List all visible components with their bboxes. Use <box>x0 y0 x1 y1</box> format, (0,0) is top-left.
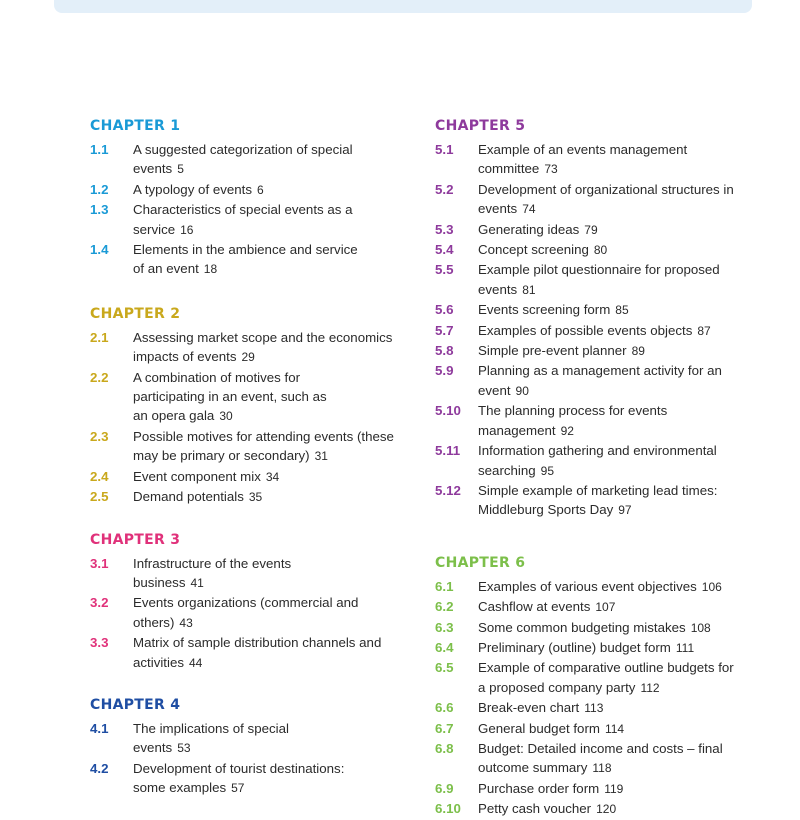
entry-title-line <box>133 387 410 406</box>
entry-title-line <box>478 638 755 658</box>
entry-title-line <box>133 738 410 758</box>
entry-title-text: of an event <box>133 261 199 277</box>
page-number: 16 <box>180 222 194 237</box>
entry-title-line <box>478 500 755 520</box>
entry-title-text: Budget: Detailed income and costs – final <box>478 740 723 756</box>
entry-title-line <box>133 259 410 279</box>
chapter-heading: CHAPTER 3 <box>90 531 181 548</box>
entry-title-text: Preliminary (outline) budget form <box>478 639 671 655</box>
entry-title-text: Development of organizational structures in <box>478 181 734 197</box>
entry-title-line <box>478 461 755 481</box>
entry-title-line <box>133 347 410 367</box>
entry-title <box>478 401 755 441</box>
entry-number: 6.10 <box>435 801 461 817</box>
entry-title-text: Events organizations (commercial and <box>133 595 359 611</box>
entry-title-text: Information gathering and environmental <box>478 443 717 459</box>
toc-entry[interactable] <box>435 698 755 718</box>
entry-title <box>478 658 755 698</box>
chapter-section <box>435 117 755 521</box>
toc-entry[interactable] <box>435 618 755 638</box>
entry-title-line <box>478 719 755 739</box>
toc-entry[interactable] <box>435 180 755 220</box>
entry-number: 6.1 <box>435 578 454 594</box>
page-number: 108 <box>690 620 711 635</box>
toc-entry[interactable] <box>435 260 755 300</box>
entry-title-line <box>478 361 755 380</box>
toc-entry[interactable] <box>90 633 410 673</box>
entry-title-text: Possible motives for attending events (these <box>133 428 394 444</box>
entry-title-line <box>133 140 410 159</box>
entry-title-line <box>133 446 410 466</box>
entry-title-text: Generating ideas <box>478 221 580 237</box>
entry-title <box>133 593 410 633</box>
entry-title-text: participating in an event, such as <box>133 389 327 405</box>
page-number: 5 <box>177 162 184 177</box>
entry-title <box>478 799 755 819</box>
entry-number: 5.3 <box>435 221 454 237</box>
toc-entry[interactable] <box>90 467 410 487</box>
entry-title-line <box>133 719 410 738</box>
page-number: 112 <box>640 680 660 695</box>
entry-title-text: committee <box>478 161 540 177</box>
toc-entry[interactable] <box>435 658 755 698</box>
page-number: 89 <box>631 344 645 359</box>
entry-title-text: Example of an events management <box>478 142 688 157</box>
page-number: 30 <box>219 409 233 424</box>
toc-entry[interactable] <box>435 361 755 401</box>
page-number: 41 <box>190 575 204 590</box>
page-number: 92 <box>560 423 574 438</box>
page-number: 119 <box>604 781 624 796</box>
chapter-section <box>90 531 410 673</box>
entry-title-text: Petty cash voucher <box>478 801 592 817</box>
entry-title-text: management <box>478 422 556 438</box>
toc-entry[interactable] <box>90 180 410 200</box>
entry-title-text: Concept screening <box>478 242 589 258</box>
entry-title-line <box>478 698 755 718</box>
page-number: 111 <box>675 640 695 655</box>
toc-entry[interactable] <box>435 321 755 341</box>
entry-title <box>133 487 410 507</box>
chapter-section <box>435 554 755 820</box>
page-number: 120 <box>596 802 617 817</box>
entry-title-line <box>478 159 755 179</box>
page-number: 31 <box>314 449 328 464</box>
entry-title-text: General budget form <box>478 720 600 736</box>
entry-number: 6.8 <box>435 740 454 756</box>
entry-title-text: Example pilot questionnaire for proposed <box>478 262 720 278</box>
page-number: 90 <box>515 383 529 398</box>
entry-number: 4.1 <box>90 720 109 736</box>
entry-number: 5.4 <box>435 242 454 258</box>
right-column <box>435 117 755 820</box>
entry-title <box>133 467 410 487</box>
entry-title-line <box>133 180 410 200</box>
entry-number: 5.5 <box>435 262 454 278</box>
entry-title-text: service <box>133 221 176 237</box>
toc-entry[interactable] <box>90 200 410 240</box>
entry-title-text: events <box>133 740 173 756</box>
entry-title-line <box>133 778 410 798</box>
toc-entry[interactable] <box>435 341 755 361</box>
entry-title <box>133 719 410 759</box>
toc-entry[interactable] <box>435 481 755 521</box>
entry-title <box>478 441 755 481</box>
chapter-section <box>90 117 410 280</box>
entry-number: 5.8 <box>435 343 454 359</box>
page-number: 53 <box>177 741 191 756</box>
entry-number: 6.4 <box>435 639 454 655</box>
entry-title <box>133 427 410 467</box>
entry-number: 5.2 <box>435 181 454 197</box>
entry-number: 1.4 <box>90 242 109 258</box>
entry-title-text: outcome summary <box>478 760 588 776</box>
entry-number: 1.1 <box>90 142 109 157</box>
chapter-heading: CHAPTER 6 <box>435 554 526 571</box>
toc-entry[interactable] <box>90 427 410 467</box>
toc-entry[interactable] <box>435 300 755 320</box>
chapter-section <box>90 305 410 508</box>
toc-entry[interactable] <box>435 597 755 617</box>
entry-title-text: The planning process for events <box>478 403 668 419</box>
entry-title <box>478 260 755 300</box>
entry-number: 3.3 <box>90 635 109 651</box>
entry-title <box>478 240 755 260</box>
toc-entry[interactable] <box>90 487 410 507</box>
entry-number: 5.7 <box>435 322 454 338</box>
toc-entry[interactable] <box>90 593 410 633</box>
entry-title-line <box>478 658 755 677</box>
entry-number: 5.10 <box>435 403 461 419</box>
chapter-heading: CHAPTER 2 <box>90 305 181 322</box>
entry-title-line <box>133 759 410 778</box>
entry-title-text: Examples of various event objectives <box>478 578 697 594</box>
entry-title-line <box>478 381 755 401</box>
page-number: 6 <box>257 182 264 197</box>
entry-title <box>133 240 410 280</box>
toc-entry[interactable] <box>435 719 755 739</box>
entry-title <box>478 739 755 779</box>
entry-title-text: others) <box>133 614 175 630</box>
toc-entry[interactable] <box>435 799 755 819</box>
page-number: 57 <box>231 781 245 796</box>
entry-title-line <box>133 573 410 593</box>
entry-number: 6.7 <box>435 720 454 736</box>
chapter-heading: CHAPTER 4 <box>90 696 181 713</box>
entry-title-line <box>478 618 755 638</box>
entry-title-text: Elements in the ambience and service <box>133 242 358 258</box>
entry-title-text: events <box>478 201 518 217</box>
entry-title-text: Break-even chart <box>478 700 580 716</box>
entry-title-line <box>133 200 410 219</box>
entry-title-line <box>133 554 410 573</box>
entry-number: 3.1 <box>90 555 109 571</box>
entry-number: 6.3 <box>435 619 454 635</box>
page-number: 85 <box>615 303 629 318</box>
entry-title <box>478 577 755 597</box>
entry-title-line <box>478 597 755 617</box>
entry-title-line <box>133 328 410 347</box>
entry-title-text: impacts of events <box>133 349 237 365</box>
page-number: 114 <box>604 721 625 736</box>
entry-title-text: Middleburg Sports Day <box>478 502 614 518</box>
entry-title-text: searching <box>478 462 536 478</box>
entry-title-text: some examples <box>133 780 227 796</box>
entry-title-line <box>133 406 410 426</box>
entry-title-text: Matrix of sample distribution channels and <box>133 635 382 651</box>
entry-title-text: Assessing market scope and the economics <box>133 329 393 345</box>
toc-entry[interactable] <box>435 638 755 658</box>
entry-title-line <box>478 577 755 597</box>
toc-entry[interactable] <box>90 759 410 799</box>
entry-title <box>478 481 755 521</box>
toc-entry[interactable] <box>90 328 410 368</box>
entry-title <box>478 140 755 180</box>
entry-title-line <box>133 240 410 259</box>
entry-title <box>133 759 410 799</box>
entry-title-line <box>133 593 410 612</box>
entry-title-text: Event component mix <box>133 468 261 484</box>
entry-number: 1.3 <box>90 202 109 218</box>
entry-title-text: Simple pre-event planner <box>478 343 627 359</box>
entry-title-text: Examples of possible events objects <box>478 322 693 338</box>
entry-number: 2.2 <box>90 369 109 385</box>
entry-title-text: A suggested categorization of special <box>133 142 353 157</box>
entry-title-line <box>478 240 755 260</box>
entry-title-line <box>133 368 410 387</box>
entry-title-line <box>478 401 755 420</box>
entry-title <box>478 779 755 799</box>
page-number: 113 <box>584 701 604 716</box>
entry-title-line <box>133 633 410 652</box>
entry-title-text: events <box>133 161 173 177</box>
entry-title-text: Example of comparative outline budgets for <box>478 660 734 676</box>
entry-title-text: Development of tourist destinations: <box>133 760 345 776</box>
entry-number: 3.2 <box>90 595 109 611</box>
entry-title <box>133 554 410 594</box>
toc-entry[interactable] <box>90 240 410 280</box>
entry-title-line <box>133 220 410 240</box>
entry-title <box>478 361 755 401</box>
toc-entry[interactable] <box>435 220 755 240</box>
entry-title <box>133 368 410 427</box>
entry-title-line <box>478 341 755 361</box>
entry-number: 1.2 <box>90 181 109 197</box>
entry-title-line <box>478 280 755 300</box>
entry-title-text: a proposed company party <box>478 679 636 695</box>
toc-entry[interactable] <box>90 554 410 594</box>
left-column <box>90 117 410 799</box>
entry-title <box>478 341 755 361</box>
entry-number: 4.2 <box>90 760 109 776</box>
entry-title <box>478 300 755 320</box>
entry-title-line <box>133 159 410 179</box>
entry-title <box>133 200 410 240</box>
entry-number: 2.5 <box>90 489 109 505</box>
toc-entry[interactable] <box>435 779 755 799</box>
entry-title <box>478 719 755 739</box>
entry-title-text: Events screening form <box>478 302 611 318</box>
entry-title-text: event <box>478 382 511 398</box>
chapter-heading: CHAPTER 5 <box>435 118 526 134</box>
entry-title <box>478 597 755 617</box>
entry-number: 2.3 <box>90 428 109 444</box>
entry-title-line <box>478 799 755 819</box>
page-number: 74 <box>522 202 536 217</box>
toc-entry[interactable] <box>435 739 755 779</box>
entry-number: 5.11 <box>435 443 461 459</box>
entry-title-text: The implications of special <box>133 720 289 736</box>
page-number: 81 <box>522 282 536 297</box>
entry-title-text: an opera gala <box>133 408 215 424</box>
chapter-heading: CHAPTER 1 <box>90 118 181 134</box>
entry-number: 6.6 <box>435 700 454 716</box>
entry-title-text: Infrastructure of the events <box>133 555 292 571</box>
toc-entry[interactable] <box>435 240 755 260</box>
entry-title-line <box>133 487 410 507</box>
page-number: 80 <box>593 243 608 258</box>
entry-number: 6.2 <box>435 599 454 615</box>
entry-number: 5.12 <box>435 482 461 498</box>
entry-title-text: business <box>133 574 186 590</box>
toc-entry[interactable] <box>90 140 410 180</box>
toc-entry[interactable] <box>435 577 755 597</box>
entry-title-line <box>478 199 755 219</box>
entry-title <box>133 328 410 368</box>
entry-title <box>133 633 410 673</box>
entry-title <box>478 698 755 718</box>
page-number: 95 <box>540 463 555 478</box>
entry-title-text: events <box>478 281 518 297</box>
page-number: 118 <box>592 761 612 776</box>
entry-title-line <box>478 300 755 320</box>
entry-title-line <box>478 758 755 778</box>
entry-title-line <box>478 220 755 240</box>
chapter-section <box>90 696 410 799</box>
entry-title <box>478 618 755 638</box>
entry-number: 5.6 <box>435 302 454 318</box>
page-number: 29 <box>241 350 255 365</box>
entry-title-line <box>133 467 410 487</box>
entry-title-text: Simple example of marketing lead times: <box>478 482 718 498</box>
top-header-band <box>54 0 752 13</box>
entry-number: 5.9 <box>435 363 454 379</box>
entry-title-line <box>478 441 755 460</box>
page-number: 107 <box>595 600 616 615</box>
toc-entry[interactable] <box>435 140 755 180</box>
entry-title-text: may be primary or secondary) <box>133 448 310 464</box>
entry-number: 5.1 <box>435 142 454 157</box>
page-number: 106 <box>701 579 722 594</box>
entry-title-line <box>478 739 755 758</box>
entry-title-line <box>478 260 755 279</box>
entry-title <box>478 180 755 220</box>
entry-title-text: Planning as a management activity for an <box>478 363 722 379</box>
entry-title-line <box>133 427 410 446</box>
toc-entry[interactable] <box>435 441 755 481</box>
page-number: 79 <box>584 222 598 237</box>
toc-entry[interactable] <box>90 719 410 759</box>
page-number: 34 <box>265 469 280 484</box>
entry-title-text: Some common budgeting mistakes <box>478 619 686 635</box>
entry-title-text: A typology of events <box>133 181 253 197</box>
entry-title-line <box>478 678 755 698</box>
entry-title-line <box>478 421 755 441</box>
entry-title-line <box>478 481 755 500</box>
page-number: 43 <box>179 615 193 630</box>
page-number: 73 <box>544 162 558 177</box>
entry-title <box>133 180 410 200</box>
toc-entry[interactable] <box>435 401 755 441</box>
toc-entry[interactable] <box>90 368 410 427</box>
entry-title-line <box>478 180 755 199</box>
entry-title-line <box>478 140 755 159</box>
entry-title <box>478 321 755 341</box>
entry-title-text: Demand potentials <box>133 489 244 505</box>
entry-number: 2.1 <box>90 329 109 345</box>
entry-title-line <box>478 321 755 341</box>
page-number: 18 <box>203 262 218 277</box>
entry-title-line <box>478 779 755 799</box>
entry-title <box>478 220 755 240</box>
entry-title-text: A combination of motives for <box>133 369 301 385</box>
entry-title-line <box>133 653 410 673</box>
entry-title-text: activities <box>133 654 184 670</box>
entry-title-text: Cashflow at events <box>478 599 591 615</box>
entry-number: 6.5 <box>435 660 454 676</box>
page-number: 35 <box>248 490 263 505</box>
entry-title-line <box>133 613 410 633</box>
page-number: 87 <box>697 323 711 338</box>
entry-title <box>478 638 755 658</box>
entry-number: 6.9 <box>435 780 454 796</box>
page-number: 97 <box>618 503 632 518</box>
page-number: 44 <box>189 655 203 670</box>
entry-title-text: Purchase order form <box>478 780 600 796</box>
entry-title <box>133 140 410 180</box>
entry-number: 2.4 <box>90 468 109 484</box>
entry-title-text: Characteristics of special events as a <box>133 202 353 218</box>
